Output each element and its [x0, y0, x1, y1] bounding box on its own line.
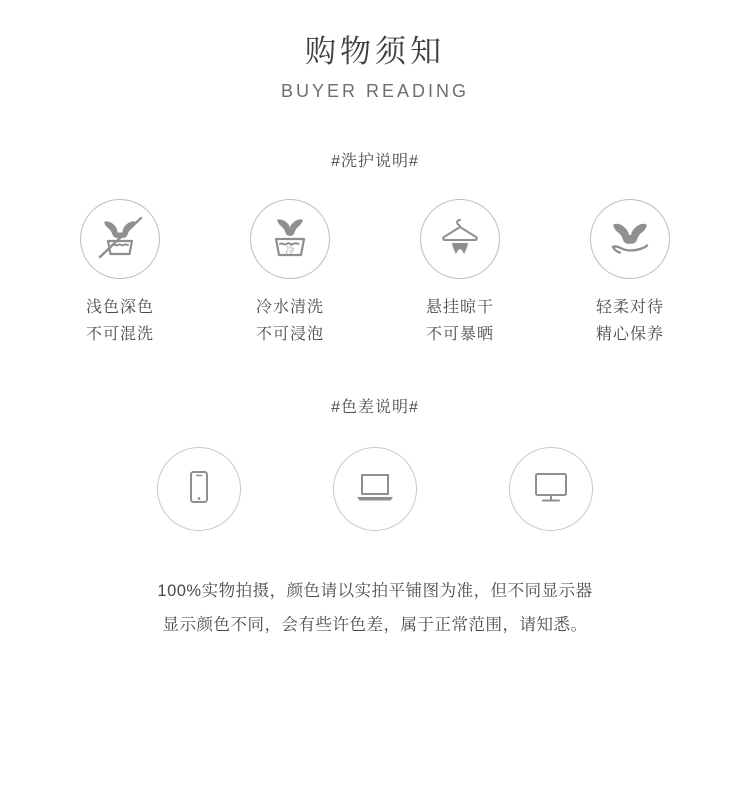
care-item-no-mixed-wash [56, 199, 184, 348]
page-title: 购物须知 [305, 34, 445, 69]
care-caption [596, 295, 664, 348]
care-caption-line1: 冷水清洗 [255, 299, 324, 317]
gentle-care-icon [601, 208, 659, 271]
note-line-1: 100%实物拍摄，颜色请以实拍平铺图为准，但不同显示器 [157, 582, 593, 601]
cold-water-wash-icon [261, 208, 319, 271]
wash-care-row [0, 199, 750, 348]
svg-text:冷: 冷 [285, 244, 295, 255]
care-caption-line1: 轻柔对待 [595, 299, 664, 317]
care-caption [86, 295, 154, 348]
note-line-2: 显示颜色不同，会有些许色差，属于正常范围，请知悉。 [162, 615, 588, 634]
care-item-cold-water-wash [226, 199, 354, 348]
care-caption-line1: 悬挂晾干 [425, 299, 494, 317]
care-caption-line1: 浅色深色 [85, 299, 154, 317]
care-item-hang-dry [396, 199, 524, 348]
device-item-smartphone [157, 447, 241, 531]
color-difference-note [0, 575, 750, 643]
care-caption-line2: 不可浸泡 [255, 325, 324, 343]
care-item-gentle-care [566, 199, 694, 348]
page-subtitle: BUYER READING [280, 81, 470, 102]
device-row [0, 447, 750, 531]
care-icon-circle [590, 199, 670, 279]
smartphone-icon [173, 461, 225, 518]
care-caption-line2: 不可混洗 [85, 325, 154, 343]
wash-care-heading: #洗护说明# [331, 153, 419, 171]
care-icon-circle [250, 199, 330, 279]
laptop-icon [347, 461, 403, 518]
no-mixed-wash-icon [91, 208, 149, 271]
care-icon-circle [420, 199, 500, 279]
hang-dry-icon [431, 208, 489, 271]
device-item-laptop [333, 447, 417, 531]
care-caption [256, 295, 324, 348]
monitor-icon [524, 461, 578, 518]
color-difference-heading: #色差说明# [331, 399, 419, 417]
care-icon-circle [80, 199, 160, 279]
care-caption-line2: 精心保养 [595, 325, 664, 343]
care-caption [426, 295, 494, 348]
care-caption-line2: 不可暴晒 [425, 325, 494, 343]
device-item-monitor [509, 447, 593, 531]
page-header [0, 0, 750, 102]
